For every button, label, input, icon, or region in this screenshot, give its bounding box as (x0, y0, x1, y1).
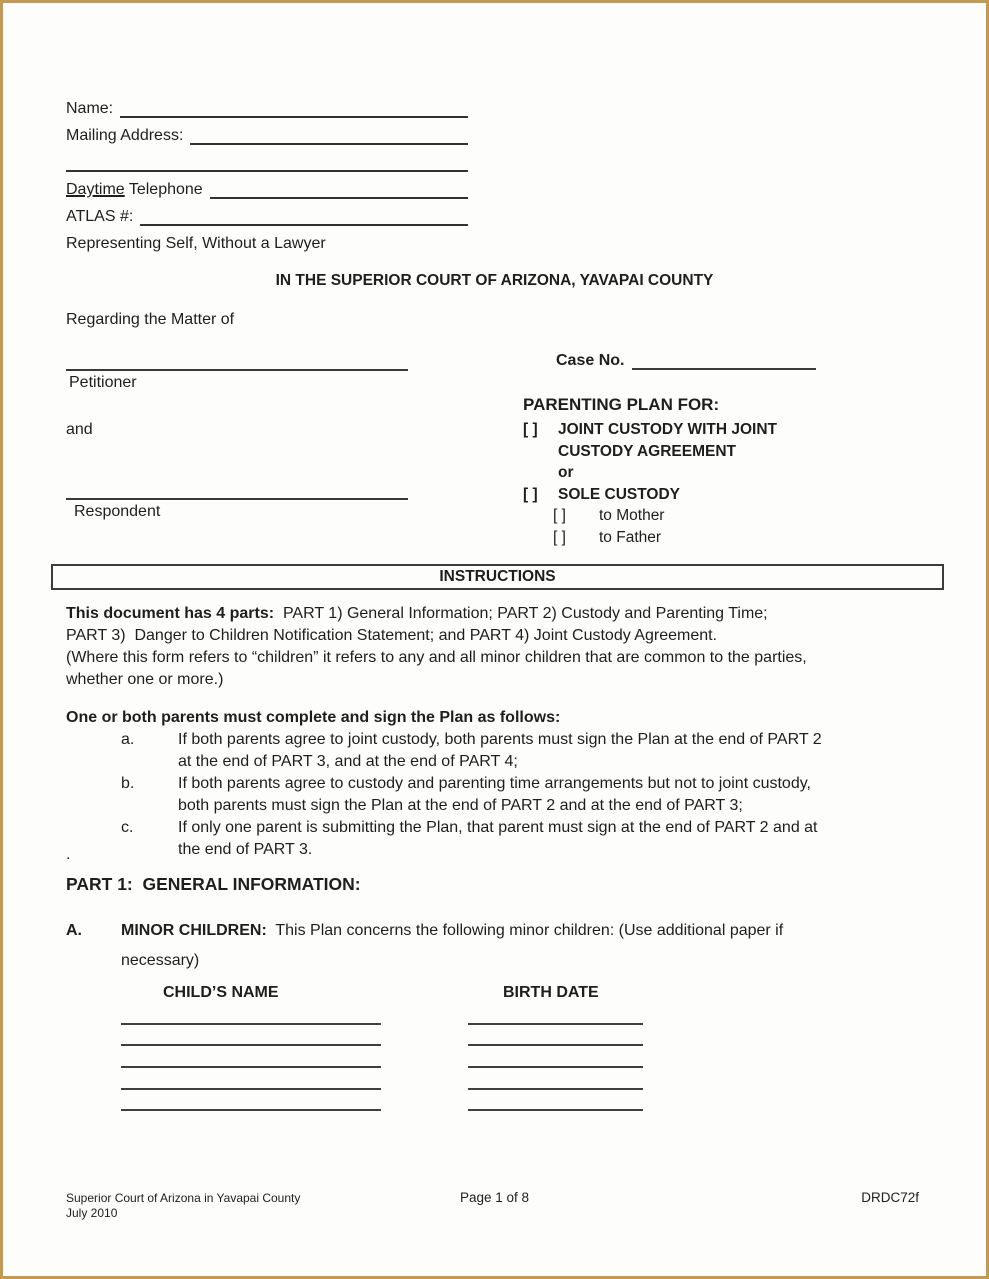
name-row (66, 91, 468, 118)
mailing-address-write-line (190, 116, 468, 145)
self-representation-note: Representing Self, Without a Lawyer (66, 235, 326, 252)
address-continuation-row (66, 145, 468, 172)
case-number-label: Case No. (556, 352, 625, 369)
joint-custody-option-text (558, 419, 777, 484)
signing-item-b (66, 773, 822, 817)
sole-custody-checkbox: [ ] (523, 485, 538, 503)
respondent-write-line (66, 498, 408, 500)
child-row (121, 1025, 681, 1047)
item-text (178, 729, 822, 773)
item-line: both parents must sign the Plan at the end of PART 2 and at the end of PART 3; (178, 797, 743, 814)
to-mother-checkbox: [ ] (553, 507, 566, 524)
sole-custody-option (523, 484, 953, 506)
or-label: or (558, 464, 574, 481)
regarding-matter-label: Regarding the Matter of (66, 311, 235, 328)
atlas-row (66, 199, 468, 226)
form-code: DRDC72f (861, 1190, 919, 1205)
item-line: at the end of PART 3, and at the end of PART 4; (178, 753, 518, 770)
instructions-paragraph-line: whether one or more.) (66, 671, 224, 688)
mailing-address-row (66, 118, 468, 145)
childs-name-column-header: CHILD’S NAME (163, 984, 279, 1001)
joint-custody-line2: CUSTODY AGREEMENT (558, 442, 736, 460)
minor-children-sentence-cont: necessary) (121, 952, 200, 969)
name-write-line (120, 89, 468, 118)
child-row (121, 1090, 681, 1112)
daytime-word: Daytime (66, 181, 125, 198)
mailing-address-label: Mailing Address: (66, 127, 184, 144)
parts-list-text: PART 1) General Information; PART 2) Custody and Parenting Time; (274, 605, 768, 622)
self-representation-row (66, 226, 468, 253)
joint-custody-line1: JOINT CUSTODY WITH JOINT (558, 421, 778, 438)
daytime-telephone-row (66, 172, 468, 199)
minor-children-label: MINOR CHILDREN: (121, 922, 267, 939)
telephone-word: Telephone (124, 181, 203, 198)
to-father-option (553, 527, 953, 549)
to-father-label: to Father (599, 528, 662, 546)
child-row (121, 1003, 681, 1025)
birth-date-column-header: BIRTH DATE (503, 984, 599, 1001)
atlas-label: ATLAS #: (66, 208, 134, 225)
minor-children-sentence: This Plan concerns the following minor children: (Use additional paper if (266, 922, 784, 939)
case-number-row (556, 352, 816, 370)
sole-custody-label: SOLE CUSTODY (558, 485, 681, 503)
birth-date-write-line (468, 1109, 643, 1111)
case-number-write-line (632, 352, 816, 370)
instructions-paragraph (66, 603, 807, 691)
court-title: IN THE SUPERIOR COURT OF ARIZONA, YAVAPAI COUNTY (275, 272, 714, 289)
joint-custody-checkbox: [ ] (523, 421, 538, 438)
instructions-paragraph-line: (Where this form refers to “children” it refers to any and all minor children that are common to the parties, (66, 649, 807, 666)
child-row (121, 1068, 681, 1090)
to-mother-option (553, 505, 953, 527)
signing-item-c (66, 817, 822, 861)
item-line: If only one parent is submitting the Plan, that parent must sign at the end of PART 2 and at (178, 819, 818, 836)
respondent-label: Respondent (74, 503, 161, 520)
and-label: and (66, 421, 93, 438)
child-name-write-line (121, 1109, 381, 1111)
signing-item-a (66, 729, 822, 773)
parenting-plan-title: PARENTING PLAN FOR: (523, 395, 720, 414)
children-write-in-rows (121, 1003, 681, 1111)
signing-heading: One or both parents must complete and sign the Plan as follows: (66, 709, 561, 726)
to-father-checkbox: [ ] (553, 528, 566, 546)
page-number: Page 1 of 8 (459, 1190, 530, 1205)
section-a-marker: A. (66, 922, 82, 939)
telephone-write-line (210, 170, 468, 199)
footer-revision-date: July 2010 (66, 1206, 118, 1220)
item-line: the end of PART 3. (178, 841, 313, 858)
item-marker: a. (121, 731, 135, 748)
name-label: Name: (66, 100, 114, 117)
item-line: If both parents agree to joint custody, both parents must sign the Plan at the end of PART 2 (178, 731, 822, 748)
part1-heading: PART 1: GENERAL INFORMATION: (66, 874, 361, 894)
item-marker: b. (121, 775, 135, 792)
item-text (178, 773, 811, 817)
item-marker: c. (121, 819, 134, 836)
stray-period: . (66, 846, 71, 863)
petitioner-label: Petitioner (69, 374, 137, 391)
plan-title-block (523, 395, 953, 548)
petitioner-write-line (66, 369, 408, 371)
atlas-write-line (140, 197, 468, 226)
joint-custody-option (523, 419, 953, 484)
item-line: If both parents agree to custody and parenting time arrangements but not to joint custody, (178, 775, 811, 792)
item-text (178, 817, 818, 861)
instructions-header: INSTRUCTIONS (51, 564, 944, 590)
instructions-paragraph-line (66, 603, 807, 625)
minor-children-text (121, 916, 783, 946)
signing-instructions (66, 707, 822, 861)
child-row (121, 1046, 681, 1068)
instructions-paragraph-line: PART 3) Danger to Children Notification Statement; and PART 4) Joint Custody Agreement. (66, 627, 717, 644)
minor-children-section (66, 916, 876, 976)
party-info-block (66, 91, 468, 253)
address-continuation-line (66, 143, 468, 172)
to-mother-label: to Mother (599, 507, 665, 524)
minor-children-row (66, 916, 876, 946)
footer-court-name: Superior Court of Arizona in Yavapai County (66, 1191, 301, 1205)
parts-lead-in: This document has 4 parts: (66, 605, 275, 622)
